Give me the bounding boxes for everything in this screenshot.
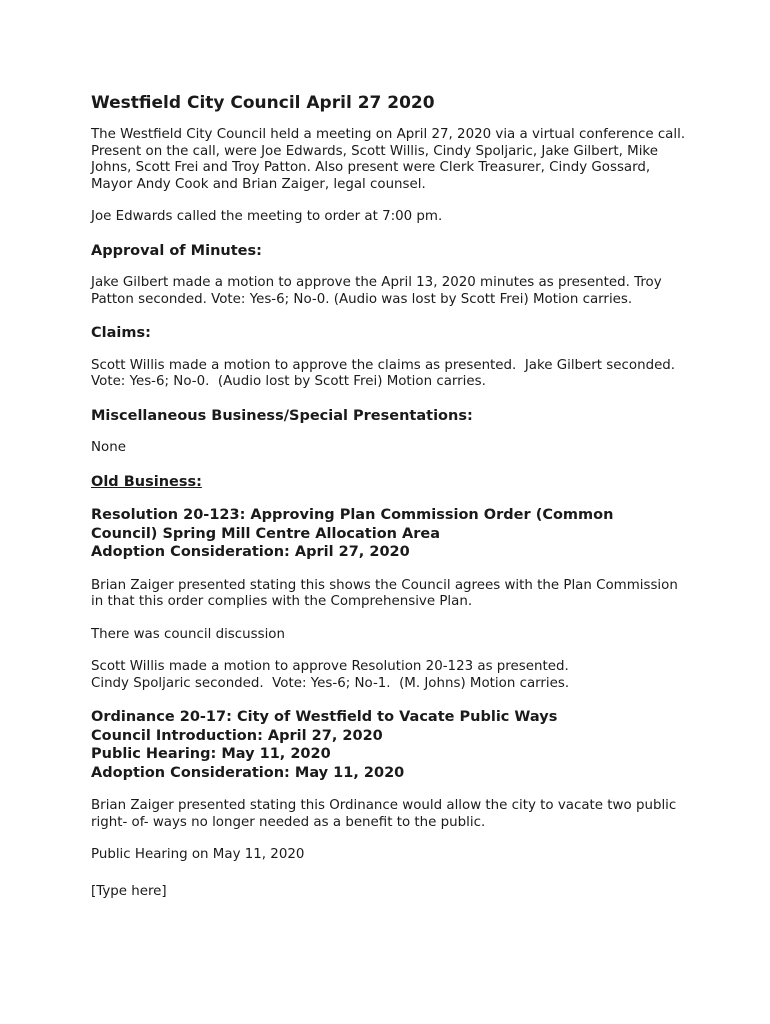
intro-call-to-order-paragraph: Joe Edwards called the meeting to order at 7:00 pm. — [91, 209, 443, 224]
ordinance-heading-line-3: Public Hearing: May 11, 2020 — [91, 746, 331, 762]
resolution-motion-text: Scott Willis made a motion to approve Resolution 20-123 as presented. Cindy Spoljaric seconded. Vote: Yes-6; No-1. (M. Johns) Motion carries. — [91, 659, 570, 691]
ordinance-presentation-text: Brian Zaiger presented stating this Ordinance would allow the city to vacate two public right- of- ways no longer needed as a benefit to the public. — [91, 798, 681, 830]
approval-of-minutes-text: Jake Gilbert made a motion to approve the April 13, 2020 minutes as presented. Troy Patton seconded. Vote: Yes-6; No-0. (Audio was lost by Scott Frei) Motion carries. — [91, 275, 666, 307]
resolution-presentation-text: Brian Zaiger presented stating this shows the Council agrees with the Plan Commission in that this order complies with the Comprehensive Plan. — [91, 577, 683, 609]
intro-attendance-paragraph: The Westfield City Council held a meeting on April 27, 2020 via a virtual conference call. Present on the call, were Joe Edwards, Scott Willis, Cindy Spoljaric, Jake Gilbert, Mike Johns, Scott Frei and Troy Patton. Also present were Clerk Treasurer, Cindy Gossard, Mayor Andy Cook and Brian Zaiger, legal counsel. — [91, 127, 690, 192]
resolution-heading — [91, 506, 691, 562]
old-business-heading: Old Business: — [91, 473, 202, 490]
ordinance-heading-line-4: Adoption Consideration: May 11, 2020 — [91, 764, 405, 781]
misc-business-text: None — [91, 440, 126, 455]
claims-text: Scott Willis made a motion to approve the claims as presented. Jake Gilbert seconded. Vote: Yes-6; No-0. (Audio lost by Scott Frei) Motion carries. — [91, 357, 676, 389]
claims-heading: Claims: — [91, 325, 151, 341]
resolution-discussion-text: There was council discussion — [91, 626, 285, 642]
resolution-heading-line-2: Council) Spring Mill Centre Allocation Area — [91, 525, 441, 542]
ordinance-heading-line-1: Ordinance 20-17: City of Westfield to Vacate Public Ways — [91, 709, 558, 725]
resolution-heading-line-1: Resolution 20-123: Approving Plan Commission Order (Common — [91, 507, 614, 523]
approval-of-minutes-heading: Approval of Minutes: — [91, 242, 262, 259]
ordinance-heading — [91, 708, 691, 782]
ordinance-heading-line-2: Council Introduction: April 27, 2020 — [91, 727, 383, 744]
document-page — [91, 92, 691, 900]
resolution-heading-line-3: Adoption Consideration: April 27, 2020 — [91, 544, 410, 560]
ordinance-public-hearing-text: Public Hearing on May 11, 2020 — [91, 847, 305, 862]
misc-business-heading: Miscellaneous Business/Special Presentations: — [91, 407, 473, 424]
footer-placeholder: [Type here] — [91, 883, 167, 899]
document-title: Westfield City Council April 27 2020 — [91, 93, 435, 113]
